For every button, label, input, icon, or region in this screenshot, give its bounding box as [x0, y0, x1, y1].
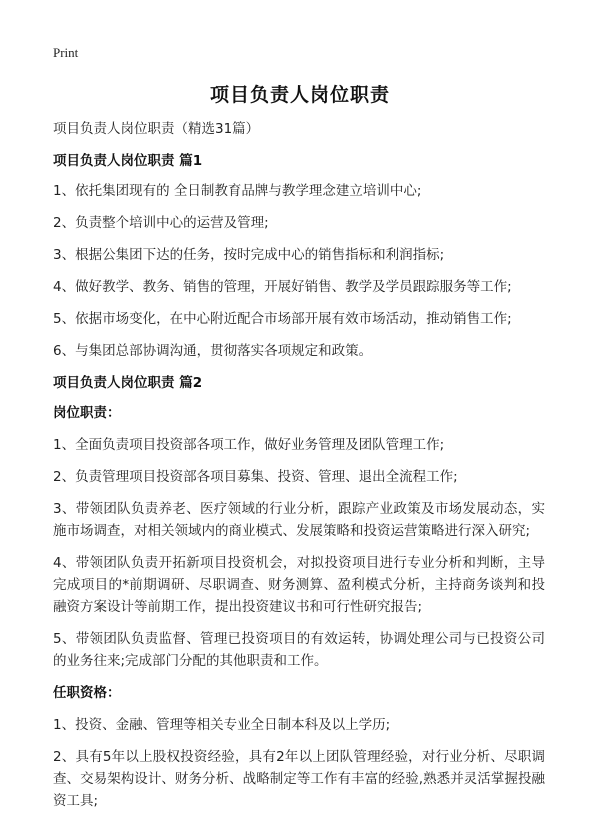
- list-item: 2、负责管理项目投资部各项目募集、投资、管理、退出全流程工作;: [53, 469, 458, 485]
- document-body: [53, 118, 545, 822]
- list-item: 5、依据市场变化，在中心附近配合市场部开展有效市场活动，推动销售工作;: [53, 311, 512, 327]
- list-item: 4、做好教学、教务、销售的管理，开展好销售、教学及学员跟踪服务等工作;: [53, 279, 512, 295]
- document-title: 项目负责人岗位职责: [209, 84, 390, 106]
- list-item: 1、依托集团现有的 全日制教育品牌与教学理念建立培训中心;: [53, 183, 422, 199]
- print-link[interactable]: Print: [53, 45, 79, 60]
- list-item: 1、投资、金融、管理等相关专业全日制本科及以上学历;: [53, 717, 391, 733]
- list-item: 3、根据公集团下达的任务，按时完成中心的销售指标和利润指标;: [53, 247, 445, 263]
- section-heading-2: 项目负责人岗位职责 篇2: [53, 375, 203, 391]
- section-heading-1: 项目负责人岗位职责 篇1: [53, 153, 203, 169]
- list-item: 4、带领团队负责开拓新项目投资机会，对拟投资项目进行专业分析和判断，主导完成项目的*前期调研、尽职调查、财务测算、盈利模式分析，主持商务谈判和投融资方案设计等前期工作，提出投资建议书和可行性研究报告;: [53, 555, 545, 615]
- qualifications-heading: 任职资格：: [53, 685, 121, 701]
- list-item: 3、带领团队负责养老、医疗领域的行业分析，跟踪产业政策及市场发展动态，实施市场调查，对相关领域内的商业模式、发展策略和投资运营策略进行深入研究;: [53, 501, 545, 539]
- list-item: 2、负责整个培训中心的运营及管理;: [53, 215, 269, 231]
- document-subtitle: 项目负责人岗位职责（精选31篇）: [53, 121, 260, 137]
- duties-heading: 岗位职责：: [53, 405, 121, 421]
- list-item: 1、全面负责项目投资部各项工作，做好业务管理及团队管理工作;: [53, 437, 445, 453]
- list-item: 6、与集团总部协调沟通，贯彻落实各项规定和政策。: [53, 343, 373, 359]
- list-item: 5、带领团队负责监督、管理已投资项目的有效运转，协调处理公司与已投资公司的业务往来;完成部门分配的其他职责和工作。: [53, 631, 545, 669]
- list-item: 2、具有5年以上股权投资经验，具有2年以上团队管理经验，对行业分析、尽职调查、交易架构设计、财务分析、战略制定等工作有丰富的经验,熟悉并灵活掌握投融资工具;: [53, 749, 545, 809]
